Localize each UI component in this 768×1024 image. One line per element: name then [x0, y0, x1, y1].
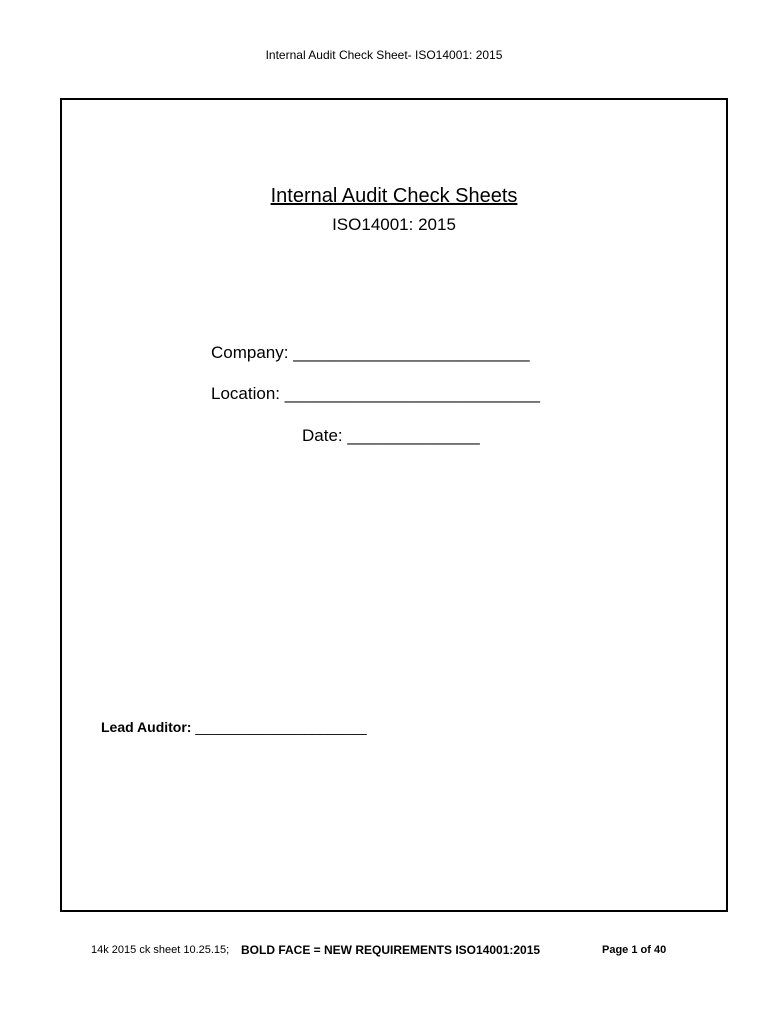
- page-number: Page 1 of 40: [602, 944, 667, 956]
- company-blank[interactable]: _________________________: [293, 343, 530, 362]
- location-field[interactable]: [211, 384, 540, 404]
- footer-bold-note: BOLD FACE = NEW REQUIREMENTS ISO14001:2015: [241, 943, 541, 957]
- company-field[interactable]: [211, 343, 530, 363]
- date-blank[interactable]: ______________: [347, 426, 480, 445]
- date-field[interactable]: [302, 426, 480, 446]
- lead-auditor-field[interactable]: [101, 719, 367, 735]
- lead-auditor-blank[interactable]: ______________________: [195, 719, 367, 735]
- location-label: Location:: [211, 384, 280, 403]
- document-title: Internal Audit Check Sheets: [270, 185, 518, 207]
- date-label: Date:: [302, 426, 343, 445]
- company-label: Company:: [211, 343, 289, 362]
- running-header: Internal Audit Check Sheet- ISO14001: 2015: [265, 48, 503, 62]
- footer-file-reference: 14k 2015 ck sheet 10.25.15;: [91, 944, 230, 956]
- lead-auditor-label: Lead Auditor:: [101, 719, 192, 735]
- cover-frame: [60, 98, 728, 912]
- location-blank[interactable]: ___________________________: [284, 384, 541, 403]
- document-subtitle: ISO14001: 2015: [332, 215, 456, 234]
